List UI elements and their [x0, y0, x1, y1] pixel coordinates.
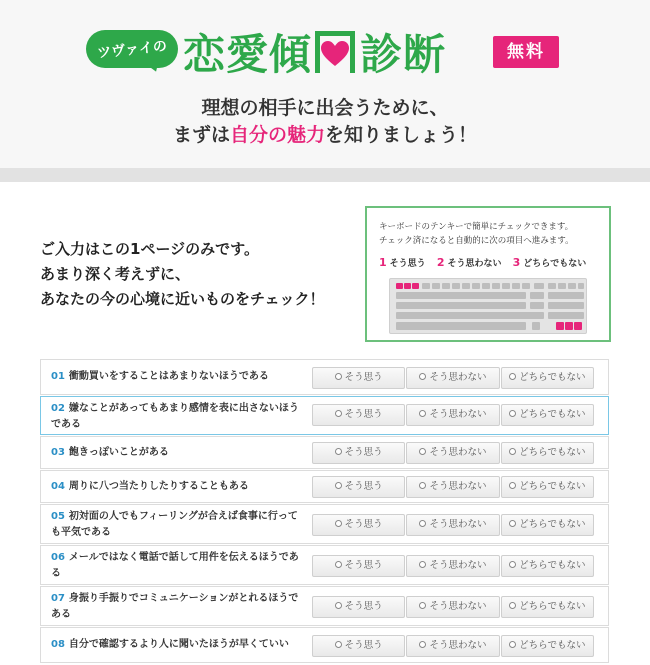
legend-label-1: そう思う	[389, 259, 426, 269]
option-disagree[interactable]: そう思わない	[406, 442, 499, 464]
radio-icon	[335, 520, 342, 527]
radio-icon	[509, 373, 516, 380]
keyboard-illustration	[389, 278, 587, 334]
option-disagree[interactable]: そう思わない	[406, 404, 499, 426]
option-neutral[interactable]: どちらでもない	[501, 367, 594, 389]
intro-line1: ご入力はこの1ページのみです。	[40, 240, 259, 258]
question-text	[51, 509, 303, 541]
option-agree[interactable]: そう思う	[312, 514, 405, 536]
radio-icon	[419, 602, 426, 609]
divider-bar	[0, 168, 650, 182]
radio-icon	[419, 482, 426, 489]
question-row-04	[40, 470, 609, 503]
question-label: 嫌なことがあってもあまり感情を表に出さないほうである	[51, 403, 299, 430]
header	[0, 0, 650, 168]
option-neutral[interactable]: どちらでもない	[501, 596, 594, 618]
answer-options	[312, 555, 595, 577]
question-number: 04	[51, 481, 65, 492]
radio-icon	[419, 448, 426, 455]
option-neutral[interactable]: どちらでもない	[501, 555, 594, 577]
question-text	[51, 591, 303, 623]
radio-icon	[335, 373, 342, 380]
legend-num-2: 2	[436, 256, 445, 269]
question-row-08	[40, 627, 609, 663]
option-neutral[interactable]: どちらでもない	[501, 404, 594, 426]
radio-icon	[335, 410, 342, 417]
question-label: 自分で確認するより人に聞いたほうが早くていい	[68, 639, 289, 650]
keyboard-legend	[379, 256, 594, 269]
free-badge: 無料	[493, 36, 559, 68]
radio-icon	[509, 482, 516, 489]
option-agree[interactable]: そう思う	[312, 555, 405, 577]
radio-icon	[335, 641, 342, 648]
option-disagree[interactable]: そう思わない	[406, 476, 499, 498]
question-number: 03	[51, 447, 65, 458]
radio-icon	[509, 641, 516, 648]
radio-icon	[419, 373, 426, 380]
question-row-03	[40, 436, 609, 469]
heart-icon	[313, 27, 359, 77]
question-text	[51, 550, 303, 582]
legend-num-1: 1	[379, 256, 387, 269]
radio-icon	[509, 448, 516, 455]
question-number: 01	[51, 371, 65, 382]
question-number: 08	[51, 639, 65, 650]
question-row-06	[40, 545, 609, 585]
option-agree[interactable]: そう思う	[312, 404, 405, 426]
radio-icon	[509, 410, 516, 417]
radio-icon	[509, 561, 516, 568]
intro-text	[40, 237, 325, 312]
radio-icon	[335, 482, 342, 489]
question-label: 衝動買いをすることはあまりないほうである	[68, 371, 269, 382]
radio-icon	[335, 561, 342, 568]
answer-options	[312, 442, 595, 464]
radio-icon	[419, 410, 426, 417]
keyboard-help-line2: チェック済になると自動的に次の項目へ進みます。	[379, 236, 574, 246]
radio-icon	[419, 641, 426, 648]
option-agree[interactable]: そう思う	[312, 442, 405, 464]
option-agree[interactable]: そう思う	[312, 635, 405, 657]
option-neutral[interactable]: どちらでもない	[501, 635, 594, 657]
option-disagree[interactable]: そう思わない	[406, 367, 499, 389]
option-neutral[interactable]: どちらでもない	[501, 476, 594, 498]
bubble-label: ツヴァイの	[96, 38, 168, 62]
question-label: 周りに八つ当たりしたりすることもある	[68, 481, 249, 492]
answer-options	[312, 635, 595, 657]
answer-options	[312, 367, 595, 389]
option-disagree[interactable]: そう思わない	[406, 555, 499, 577]
speech-bubble-badge	[86, 30, 178, 74]
option-disagree[interactable]: そう思わない	[406, 514, 499, 536]
question-text	[51, 445, 303, 461]
question-number: 06	[51, 552, 65, 563]
answer-options	[312, 514, 595, 536]
radio-icon	[419, 520, 426, 527]
radio-icon	[335, 602, 342, 609]
subtitle-before: まずは	[172, 124, 230, 146]
intro-line2: あまり深く考えずに、	[40, 265, 191, 283]
subtitle-after: を知りましょう！	[325, 124, 478, 146]
page-title	[183, 24, 446, 80]
question-row-01	[40, 359, 609, 395]
radio-icon	[419, 561, 426, 568]
keyboard-help-box	[365, 206, 611, 342]
option-agree[interactable]: そう思う	[312, 367, 405, 389]
legend-num-3: 3	[512, 256, 521, 269]
answer-options	[312, 476, 595, 498]
question-label: 初対面の人でもフィーリングが合えば食事に行っても平気である	[51, 511, 298, 538]
option-neutral[interactable]: どちらでもない	[501, 442, 594, 464]
option-agree[interactable]: そう思う	[312, 596, 405, 618]
question-row-07	[40, 586, 609, 626]
answer-options	[312, 596, 595, 618]
subtitle-line1: 理想の相手に出会うために、	[201, 97, 449, 119]
option-disagree[interactable]: そう思わない	[406, 635, 499, 657]
question-text	[51, 479, 303, 495]
radio-icon	[509, 602, 516, 609]
radio-icon	[509, 520, 516, 527]
question-text	[51, 637, 303, 653]
subtitle-highlight: 自分の魅力	[229, 124, 325, 146]
option-disagree[interactable]: そう思わない	[406, 596, 499, 618]
question-label: 飽きっぽいことがある	[68, 447, 169, 458]
option-neutral[interactable]: どちらでもない	[501, 514, 594, 536]
legend-label-3: どちらでもない	[523, 259, 587, 269]
title-part2: 診断	[360, 30, 447, 79]
question-number: 07	[51, 593, 65, 604]
question-label: メールではなく電話で話して用件を伝えるほうである	[51, 552, 299, 579]
option-agree[interactable]: そう思う	[312, 476, 405, 498]
radio-icon	[335, 448, 342, 455]
question-row-05	[40, 504, 609, 544]
question-text	[51, 401, 303, 433]
legend-label-2: そう思わない	[447, 259, 502, 269]
question-number: 02	[51, 403, 65, 414]
answer-options	[312, 404, 595, 426]
keyboard-help-line1: キーボードのテンキーで簡単にチェックできます。	[379, 222, 574, 232]
title-part1: 恋愛傾	[183, 30, 313, 79]
intro-line3: あなたの今の心境に近いものをチェック！	[40, 290, 325, 308]
question-row-02	[40, 396, 609, 435]
question-text	[51, 369, 303, 385]
question-label: 身振り手振りでコミュニケーションがとれるほうである	[51, 593, 299, 620]
subtitle-line2	[0, 120, 650, 147]
question-number: 05	[51, 511, 65, 522]
